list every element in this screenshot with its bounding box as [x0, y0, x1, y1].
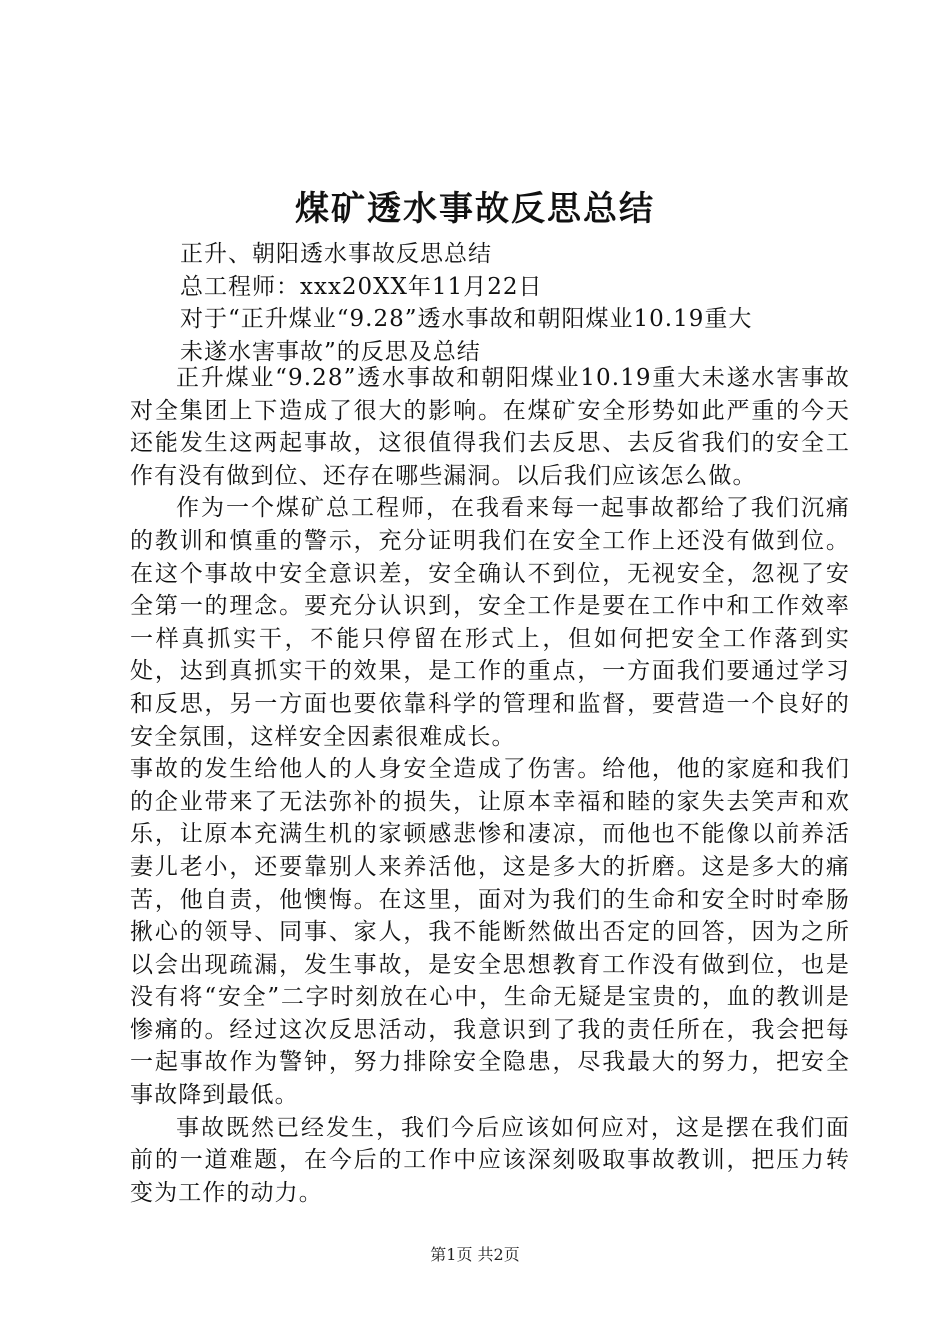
paragraph-2: 作为一个煤矿总工程师，在我看来每一起事故都给了我们沉痛的教训和慎重的警示，充分证明我们在安全工作上还没有做到位。在这个事故中安全意识差，安全确认不到位，无视安全，忽视了安全第一的理念。要充分认识到，安全工作是要在工作中和工作效率一样真抓实干，不能只停留在形式上，但如何把安全工作落到实处，达到真抓实干的效果，是工作的重点，一方面我们要通过学习和反思，另一方面也要依靠科学的管理和监督，要营造一个良好的安全氛围，这样安全因素很难成长。	[130, 495, 850, 750]
document-title: 煤矿透水事故反思总结	[295, 189, 655, 229]
paragraph-1: 正升煤业“9.28”透水事故和朝阳煤业10.19重大未遂水害事故对全集团上下造成了很大的影响。在煤矿安全形势如此严重的今天还能发生这两起事故，这很值得我们去反思、去反省我们的安全工作有没有做到位、还存在哪些漏洞。以后我们应该怎么做。	[130, 365, 850, 489]
header-line-author-date: 总工程师：xxx20XX年11月22日	[180, 273, 543, 300]
page-footer: 第1页 共2页	[430, 1245, 520, 1264]
paragraph-4: 事故既然已经发生，我们今后应该如何应对，这是摆在我们面前的一道难题，在今后的工作中应该深刻吸取事故教训，把压力转变为工作的动力。	[130, 1114, 850, 1206]
paragraph-3: 事故的发生给他人的人身安全造成了伤害。给他，他的家庭和我们的企业带来了无法弥补的损失，让原本幸福和睦的家失去笑声和欢乐，让原本充满生机的家顿感悲惨和凄凉，而他也不能像以前养活妻儿老小，还要靠别人来养活他，这是多大的折磨。这是多大的痛苦，他自责，他懊悔。在这里，面对为我们的生命和安全时时牵肠揪心的领导、同事、家人，我不能断然做出否定的回答，因为之所以会出现疏漏，发生事故，是安全思想教育工作没有做到位，也是没有将“安全”二字时刻放在心中，生命无疑是宝贵的，血的教训是惨痛的。经过这次反思活动，我意识到了我的责任所在，我会把每一起事故作为警钟，努力排除安全隐患，尽我最大的努力，把安全事故降到最低。	[130, 756, 850, 1109]
header-line-topic-2: 未遂水害事故”的反思及总结	[180, 338, 481, 365]
header-line-topic-1: 对于“正升煤业“9.28”透水事故和朝阳煤业10.19重大	[180, 306, 753, 332]
header-line-subtitle: 正升、朝阳透水事故反思总结	[180, 241, 492, 267]
document-body	[130, 362, 850, 1209]
header-block	[180, 238, 840, 368]
